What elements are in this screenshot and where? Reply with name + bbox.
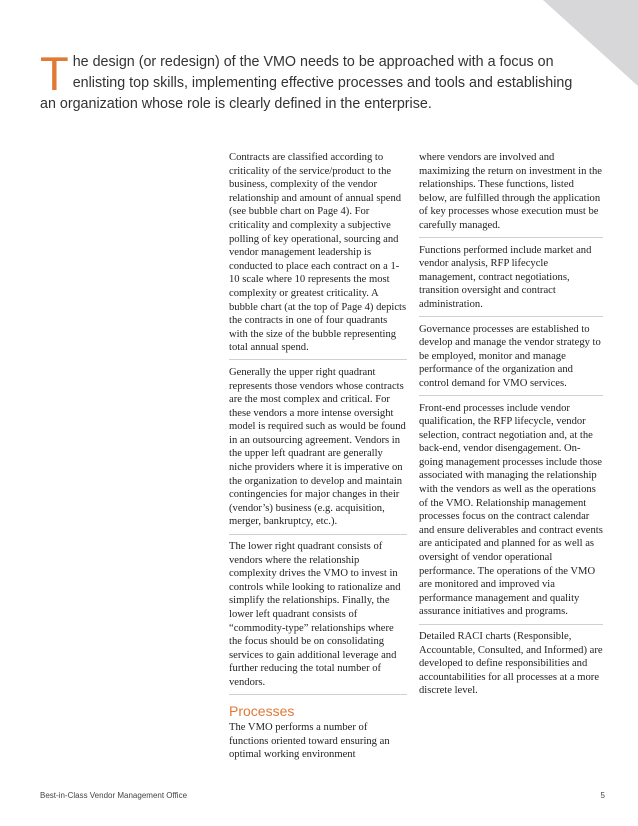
paragraph-contract-classification: Contracts are classified according to criticality of the service/product to the business, complexity of the vendor relationship and amount of annual spend (see bubble chart on Page 4). For criticality and complexity a subjective polling of key operational, sourcing and vendor management leadership is conducted to place each contract on a 1-10 scale where 10 represents the most complexity or greatest criticality. A bubble chart (at the top of Page 4) depicts the contracts in one of four quadrants with the size of the bubble representing total annual spend. — [229, 151, 407, 360]
intro-text: he design (or redesign) of the VMO needs to be approached with a focus on enlisting top skills, implementing effective processes and tools and establishing an organization whose role is clearly defined in the enterprise. — [40, 54, 573, 112]
body-column-right — [419, 151, 603, 704]
paragraph-lower-quadrants: The lower right quadrant consists of vendors where the relationship complexity drives the VMO to invest in controls while looking to rationalize and simplify the relationships. Finally, the lower left quadrant consists of “commodity-type” relationships where the focus should be on consolidating services to gain additional leverage and further reducing the total number of vendors. — [229, 540, 407, 695]
paragraph-front-end-processes: Front-end processes include vendor qualification, the RFP lifecycle, vendor selection, contract negotiation and, at the back-end, vendor disengagement. On-going management processes include those associated with managing the relationship with the vendors as well as the operations of the VMO. Relationship management processes focus on the contract calendar and ensure deliverables and contract events are anticipated and planned for as well as oversight of vendor operational performance. The operations of the VMO are monitored and improved via performance management and quality assurance initiatives and programs. — [419, 402, 603, 625]
page-footer — [40, 791, 605, 800]
footer-title: Best-in-Class Vendor Management Office — [40, 791, 188, 800]
paragraph-functions: where vendors are involved and maximizing the return on investment in the relationships. These functions, listed below, are fulfilled through the application of key processes whose execution must be carefully managed. — [419, 151, 603, 238]
page-number: 5 — [600, 791, 605, 800]
intro-paragraph — [40, 47, 580, 115]
paragraph-upper-quadrants: Generally the upper right quadrant represents those vendors whose contracts are the most complex and critical. For these vendors a more intense oversight model is required such as would be found in an outsourcing agreement. Vendors in the upper left quadrant are generally niche providers where it is imperative on the organization to develop and maintain contingencies for major changes in their (vendor’s) business (e.g. acquisition, merger, bankruptcy, etc.). — [229, 366, 407, 535]
paragraph-raci: Detailed RACI charts (Responsible, Accountable, Consulted, and Informed) are developed to define responsibilities and accountabilities for all processes at a more discrete level. — [419, 631, 603, 697]
drop-cap: T — [40, 47, 69, 100]
paragraph-functions-performed: Functions performed include market and vendor analysis, RFP lifecycle management, contract negotiations, transition oversight and contract administration. — [419, 244, 603, 317]
section-heading-processes: Processes — [229, 703, 295, 720]
paragraph-governance: Governance processes are established to develop and manage the vendor strategy to be employed, monitor and manage performance of the organization and control demand for VMO services. — [419, 323, 603, 396]
body-column-left — [229, 151, 407, 768]
paragraph-processes-intro: The VMO performs a number of functions oriented toward ensuring an optimal working environment — [229, 722, 390, 761]
